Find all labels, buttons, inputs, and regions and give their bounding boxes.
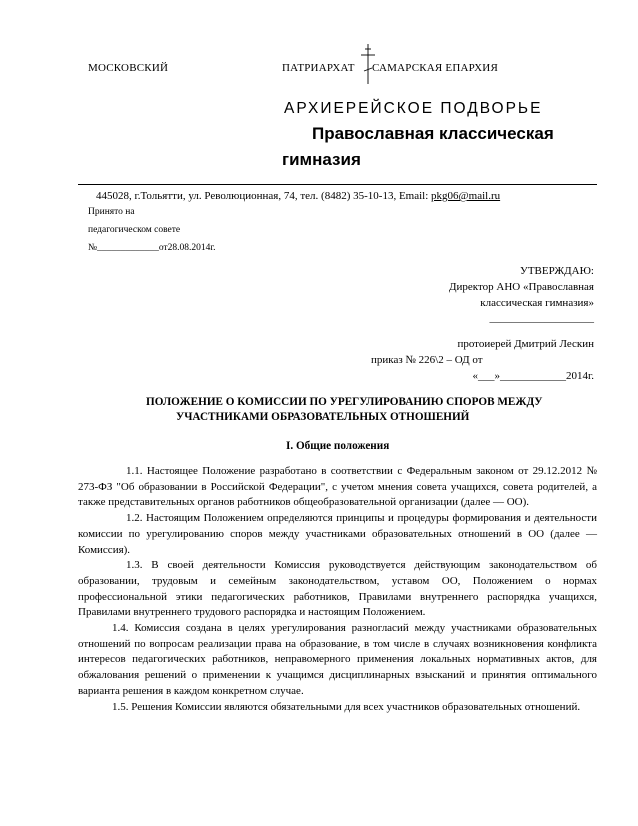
adopted-line3: №_____________от28.08.2014г. xyxy=(88,243,216,253)
email-link[interactable]: pkg06@mail.ru xyxy=(431,190,501,202)
address-text: 445028, г.Тольятти, ул. Революционная, 74, тел. (8482) 35-10-13, Email: xyxy=(96,190,432,202)
orthodox-cross-icon xyxy=(361,44,375,84)
document-title-line1: ПОЛОЖЕНИЕ О КОМИССИИ ПО УРЕГУЛИРОВАНИЮ СПОРОВ МЕЖДУ xyxy=(146,396,543,408)
header-divider xyxy=(78,184,597,185)
adopted-line1: Принято на xyxy=(88,207,135,217)
gymnasium-name-line2: гимназия xyxy=(282,150,361,169)
document-body xyxy=(78,464,597,715)
adopted-line2: педагогическом совете xyxy=(88,225,181,235)
approval-signature-line: ___________________ xyxy=(489,312,594,324)
paragraph-1-1: 1.1. Настоящее Положение разработано в соответствии с Федеральным законом от 29.12.2012 № 273-ФЗ "Об образовании в Российской Федерации", с учетом мнения совета учащихся, совета родителей, а также представительных органов работников общеобразовательной организации (далее — ОО). xyxy=(78,465,597,509)
header-left-text: МОСКОВСКИЙ xyxy=(88,62,169,74)
paragraph-1-2: 1.2. Настоящим Положением определяются принципы и процедуры формирования и деятельности комиссии по урегулированию споров между участниками образовательных отношений в ОО (далее — Комиссия). xyxy=(78,512,597,556)
approval-date: «___»____________2014г. xyxy=(472,370,594,382)
organization-name: АРХИЕРЕЙСКОЕ ПОДВОРЬЕ xyxy=(284,100,543,117)
paragraph-1-5: 1.5. Решения Комиссии являются обязательными для всех участников образовательных отношений. xyxy=(112,700,581,713)
header-center-text: ПАТРИАРХАТ xyxy=(282,62,355,74)
approval-position-line1: Директор АНО «Православная xyxy=(449,281,594,293)
gymnasium-name-line1: Православная классическая xyxy=(312,124,554,143)
approval-signer: протоиерей Дмитрий Лескин xyxy=(457,338,594,350)
document-title-line2: УЧАСТНИКАМИ ОБРАЗОВАТЕЛЬНЫХ ОТНОШЕНИЙ xyxy=(176,411,470,423)
section-title: I. Общие положения xyxy=(286,440,390,452)
header-right-text: САМАРСКАЯ ЕПАРХИЯ xyxy=(372,62,498,74)
paragraph-1-4: 1.4. Комиссия создана в целях урегулирования разногласий между участниками образовательных отношений по вопросам реализации права на образование, в том числе в случаях возникновения конфликта интересов педагогических работников, неправомерного применения локальных нормативных актов, для обжалования решений о применении к учащимся дисциплинарных взысканий и принятия оптимального варианта решения в каждом конкретном случае. xyxy=(78,622,597,697)
approval-order: приказ № 226\2 – ОД от xyxy=(371,354,483,366)
approval-heading: УТВЕРЖДАЮ: xyxy=(520,265,594,277)
paragraph-1-3: 1.3. В своей деятельности Комиссия руководствуется действующим законодательством об образовании, трудовым и семейным законодательством, уставом ОО, Положением о нормах профессиональной этики педагогических работников, Правилами внутреннего распорядка учащихся, Правилами внутреннего трудового распорядка и настоящим Положением. xyxy=(78,559,597,619)
approval-position-line2: классическая гимназия» xyxy=(480,297,594,309)
address-line xyxy=(96,190,500,202)
